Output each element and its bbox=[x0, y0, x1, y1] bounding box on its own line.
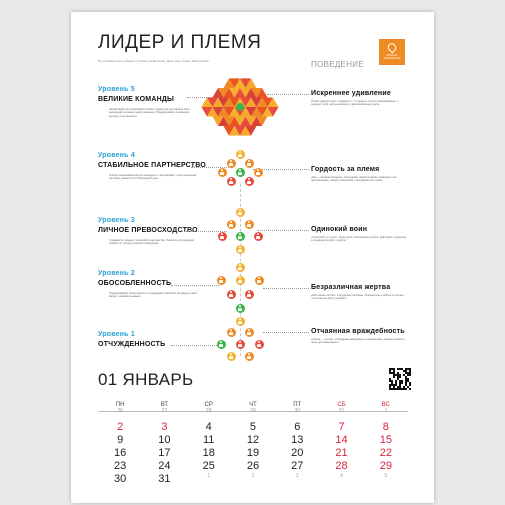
qr-module bbox=[397, 374, 399, 376]
qr-module bbox=[401, 368, 403, 370]
qr-code-icon bbox=[389, 368, 411, 390]
calendar-day: 8 bbox=[382, 421, 389, 433]
page-subtitle: По мотивам книги «Лидер и Племя» Дэйв Логан, Джон Кинг, Хэйли Фишер-Райт bbox=[98, 59, 210, 63]
logo-caption: MOSCOW ACCELERATOR bbox=[383, 55, 401, 60]
calendar-week bbox=[98, 421, 408, 434]
prev-month-day: 31 bbox=[338, 408, 345, 414]
qr-module bbox=[391, 368, 393, 370]
person-circle bbox=[227, 352, 236, 361]
behavior-5-title: Искреннее удивление bbox=[311, 90, 391, 97]
level-3-label: Уровень 3 bbox=[98, 217, 135, 224]
person-body-icon bbox=[247, 181, 251, 184]
prev-month-day: 1 bbox=[384, 408, 388, 414]
person-body-icon bbox=[238, 308, 242, 311]
month-title: 01 ЯНВАРЬ bbox=[98, 370, 194, 389]
person-circle bbox=[236, 245, 245, 254]
level-5-label: Уровень 5 bbox=[98, 86, 135, 93]
qr-module bbox=[401, 380, 403, 382]
qr-module bbox=[389, 384, 391, 386]
calendar-day: 26 bbox=[246, 460, 260, 472]
qr-module bbox=[399, 368, 401, 370]
person-circle bbox=[227, 328, 236, 337]
calendar-grid bbox=[98, 402, 408, 486]
qr-module bbox=[399, 376, 401, 378]
person-body-icon bbox=[238, 212, 242, 215]
level-5-desc: Задействуйте все возможности своих людей для достижения цели, выходящей за рамки одной компании. Поддерживайте племенную культуру и её ценности. bbox=[109, 108, 191, 118]
person-circle bbox=[227, 159, 236, 168]
calendar-day: 30 bbox=[114, 473, 127, 485]
calendar-day: 23 bbox=[114, 460, 127, 472]
person-body-icon bbox=[238, 321, 242, 324]
qr-module bbox=[403, 388, 405, 390]
qr-module bbox=[405, 368, 407, 370]
level-1-label: Уровень 1 bbox=[98, 331, 135, 338]
qr-module bbox=[393, 374, 395, 376]
behavior-heading: ПОВЕДЕНИЕ bbox=[311, 60, 364, 69]
calendar-day: 20 bbox=[291, 447, 304, 459]
qr-module bbox=[393, 386, 395, 388]
person-body-icon bbox=[219, 280, 223, 283]
qr-module bbox=[399, 380, 401, 382]
person-body-icon bbox=[247, 332, 251, 335]
qr-module bbox=[395, 388, 397, 390]
behavior-5-desc: Племя удивляет мир, создавая то, что раньше считали невозможным, и ощущает себя частью великого и вдохновляющего дела. bbox=[311, 100, 398, 107]
weekday-label: СР bbox=[204, 402, 213, 408]
person-body-icon bbox=[220, 172, 224, 175]
level-4-desc: Усильте взаимосвязи внутри команды и с партнёрами, строя отношения на общих ценностях и благородной цели. bbox=[109, 174, 197, 181]
calendar-day: 6 bbox=[294, 421, 301, 433]
calendar-day: 31 bbox=[158, 473, 171, 485]
calendar-day: 18 bbox=[202, 447, 215, 459]
qr-module bbox=[397, 386, 399, 388]
calendar-day: 15 bbox=[379, 434, 392, 446]
person-circle bbox=[254, 232, 263, 241]
calendar-day: 9 bbox=[117, 434, 124, 446]
person-body-icon bbox=[257, 280, 261, 283]
behavior-3-title: Одинокий воин bbox=[311, 226, 368, 233]
person-circle bbox=[254, 168, 263, 177]
qr-module bbox=[409, 368, 411, 370]
qr-module bbox=[393, 384, 395, 386]
calendar-day: 27 bbox=[291, 460, 304, 472]
qr-module bbox=[409, 374, 411, 376]
weekday-label: СБ bbox=[337, 402, 346, 408]
behavior-3-desc: «Я великий, а ты нет». Люди ценят собственные успехи, действуют в одиночку и соревнуются друг с другом. bbox=[311, 236, 407, 243]
person-body-icon bbox=[257, 344, 261, 347]
qr-module bbox=[389, 378, 391, 380]
calendar-day: 12 bbox=[246, 434, 260, 446]
qr-module bbox=[407, 368, 409, 370]
qr-module bbox=[395, 382, 397, 384]
person-body-icon bbox=[238, 154, 242, 157]
qr-module bbox=[397, 388, 399, 390]
calendar-day: 29 bbox=[379, 460, 392, 472]
qr-module bbox=[395, 374, 397, 376]
qr-module bbox=[397, 372, 399, 374]
calendar-day: 17 bbox=[158, 447, 171, 459]
next-month-day: 5 bbox=[384, 473, 388, 479]
qr-module bbox=[401, 382, 403, 384]
person-body-icon bbox=[247, 163, 251, 166]
calendar-day: 28 bbox=[335, 460, 348, 472]
qr-module bbox=[389, 370, 391, 372]
weekday-label: ПТ bbox=[293, 402, 302, 408]
qr-module bbox=[399, 386, 401, 388]
person-circle bbox=[236, 340, 245, 349]
person-circle bbox=[227, 220, 236, 229]
qr-module bbox=[403, 370, 405, 372]
calendar-day: 19 bbox=[246, 447, 260, 459]
connector-3-right bbox=[257, 230, 309, 231]
qr-module bbox=[409, 372, 411, 374]
person-body-icon bbox=[238, 280, 242, 283]
qr-module bbox=[407, 372, 409, 374]
qr-module bbox=[399, 388, 401, 390]
person-body-icon bbox=[256, 172, 260, 175]
qr-module bbox=[389, 368, 391, 370]
qr-module bbox=[399, 374, 401, 376]
person-circle bbox=[236, 276, 245, 285]
qr-module bbox=[405, 382, 407, 384]
person-circle bbox=[245, 290, 254, 299]
qr-module bbox=[399, 382, 401, 384]
person-circle bbox=[245, 220, 254, 229]
behavior-2-desc: «Моя жизнь отстой». Сотрудники пассивны, безразличны к работе и считают, что ничего не могут изменить. bbox=[311, 294, 405, 301]
next-month-day: 4 bbox=[340, 473, 343, 479]
person-body-icon bbox=[247, 294, 251, 297]
calendar-day: 11 bbox=[202, 434, 215, 446]
level-4-label: Уровень 4 bbox=[98, 152, 135, 159]
prev-month-day: 29 bbox=[250, 408, 256, 414]
qr-module bbox=[405, 380, 407, 382]
person-body-icon bbox=[229, 332, 233, 335]
behavior-4-desc: «Мы — великая команда». Сотрудники гордятся своим племенем и его достижениями, находят союзников и объединяются с ними. bbox=[311, 176, 397, 183]
level-3-name: ЛИЧНОЕ ПРЕВОСХОДСТВО bbox=[98, 227, 198, 234]
person-circle bbox=[236, 304, 245, 313]
qr-module bbox=[397, 378, 399, 380]
qr-module bbox=[393, 370, 395, 372]
qr-module bbox=[405, 370, 407, 372]
calendar-day: 5 bbox=[249, 421, 257, 433]
qr-module bbox=[395, 384, 397, 386]
qr-module bbox=[389, 386, 391, 388]
behavior-1-title: Отчаянная враждебность bbox=[311, 328, 405, 335]
qr-module bbox=[403, 386, 405, 388]
calendar-week bbox=[98, 460, 408, 473]
behavior-4-title: Гордость за племя bbox=[311, 166, 380, 173]
level-4-name: СТАБИЛЬНОЕ ПАРТНЕРСТВО bbox=[98, 162, 206, 169]
calendar-page bbox=[71, 12, 434, 503]
qr-module bbox=[409, 384, 411, 386]
person-body-icon bbox=[229, 163, 233, 166]
calendar-day: 22 bbox=[379, 447, 392, 459]
great-team-hexagon bbox=[71, 12, 434, 152]
level-5-name: ВЕЛИКИЕ КОМАНДЫ bbox=[98, 96, 175, 103]
person-circle bbox=[236, 208, 245, 217]
person-body-icon bbox=[229, 181, 233, 184]
person-body-icon bbox=[238, 344, 242, 347]
qr-module bbox=[389, 380, 391, 382]
person-body-icon bbox=[219, 344, 223, 347]
calendar-day: 14 bbox=[335, 434, 348, 446]
connector-2-left bbox=[171, 285, 219, 286]
calendar-rows bbox=[98, 421, 408, 486]
person-circle bbox=[236, 317, 245, 326]
qr-module bbox=[391, 382, 393, 384]
connector-1-left bbox=[171, 345, 219, 346]
person-circle bbox=[245, 177, 254, 186]
calendar-day: 3 bbox=[161, 421, 168, 433]
person-body-icon bbox=[238, 172, 242, 175]
qr-module bbox=[389, 388, 391, 390]
next-month-day: 1 bbox=[207, 473, 211, 479]
calendar-day: 13 bbox=[291, 434, 304, 446]
person-circle bbox=[245, 352, 254, 361]
qr-module bbox=[409, 382, 411, 384]
person-circle bbox=[255, 340, 264, 349]
calendar-day: 25 bbox=[202, 460, 215, 472]
qr-module bbox=[397, 368, 399, 370]
level-1-name: ОТЧУЖДЕННОСТЬ bbox=[98, 341, 166, 348]
qr-module bbox=[393, 368, 395, 370]
qr-module bbox=[407, 374, 409, 376]
next-month-day: 2 bbox=[251, 473, 255, 479]
person-circle bbox=[236, 232, 245, 241]
person-circle bbox=[218, 168, 227, 177]
person-circle bbox=[217, 276, 226, 285]
person-body-icon bbox=[247, 356, 251, 359]
calendar-day: 4 bbox=[205, 421, 212, 433]
qr-module bbox=[389, 372, 391, 374]
page-title: ЛИДЕР И ПЛЕМЯ bbox=[98, 32, 262, 53]
person-circle bbox=[245, 159, 254, 168]
person-body-icon bbox=[256, 236, 260, 239]
calendar-day: 7 bbox=[338, 421, 345, 433]
level-2-label: Уровень 2 bbox=[98, 270, 135, 277]
calendar-week bbox=[98, 434, 408, 447]
calendar-week bbox=[98, 473, 408, 486]
behavior-1-desc: «Жизнь — отстой». Сотрудники враждебны и недоверчивы, держатся вместе лишь для самозащиты. bbox=[311, 338, 405, 345]
person-body-icon bbox=[238, 267, 242, 270]
qr-module bbox=[393, 372, 395, 374]
person-body-icon bbox=[238, 249, 242, 252]
previous-month-row bbox=[98, 408, 408, 421]
leader-dot bbox=[236, 103, 244, 111]
person-circle bbox=[236, 168, 245, 177]
qr-module bbox=[403, 374, 405, 376]
qr-module bbox=[407, 378, 409, 380]
qr-module bbox=[397, 376, 399, 378]
next-month-day: 3 bbox=[295, 473, 299, 479]
calendar-day: 16 bbox=[114, 447, 127, 459]
person-circle bbox=[245, 328, 254, 337]
prev-month-day: 26 bbox=[117, 408, 123, 414]
qr-module bbox=[399, 384, 401, 386]
calendar-week bbox=[98, 447, 408, 460]
qr-module bbox=[407, 386, 409, 388]
qr-module bbox=[409, 388, 411, 390]
qr-module bbox=[405, 384, 407, 386]
qr-module bbox=[393, 388, 395, 390]
person-circle bbox=[236, 150, 245, 159]
qr-module bbox=[391, 384, 393, 386]
level-2-name: ОБОСОБЛЕННОСТЬ bbox=[98, 280, 172, 287]
connector-2-right bbox=[263, 288, 309, 289]
calendar-day: 10 bbox=[158, 434, 171, 446]
qr-module bbox=[405, 388, 407, 390]
qr-module bbox=[407, 380, 409, 382]
person-circle bbox=[218, 232, 227, 241]
person-circle bbox=[217, 340, 226, 349]
calendar-day: 2 bbox=[117, 421, 124, 433]
person-body-icon bbox=[220, 236, 224, 239]
calendar-day: 21 bbox=[335, 447, 348, 459]
calendar-day: 24 bbox=[158, 460, 171, 472]
weekday-label: ПН bbox=[115, 402, 125, 408]
behavior-2-title: Безразличная жертва bbox=[311, 284, 391, 291]
qr-module bbox=[405, 372, 407, 374]
qr-module bbox=[391, 380, 393, 382]
qr-module bbox=[409, 370, 411, 372]
level-2-desc: Поддерживайте проактивность сотрудников, помогайте им увидеть свой вклад и развивать навыки. bbox=[109, 292, 197, 299]
connector-1-right bbox=[263, 332, 309, 333]
prev-month-day: 30 bbox=[294, 408, 301, 414]
qr-module bbox=[395, 380, 397, 382]
qr-module bbox=[393, 376, 395, 378]
qr-module bbox=[391, 372, 393, 374]
person-circle bbox=[227, 290, 236, 299]
person-body-icon bbox=[229, 356, 233, 359]
qr-module bbox=[405, 376, 407, 378]
weekday-label: ВС bbox=[381, 402, 390, 408]
weekday-label: ЧТ bbox=[249, 402, 257, 408]
qr-module bbox=[405, 378, 407, 380]
person-body-icon bbox=[247, 224, 251, 227]
prev-month-day: 28 bbox=[205, 408, 212, 414]
qr-module bbox=[391, 388, 393, 390]
weekday-label: ВТ bbox=[160, 402, 169, 408]
person-body-icon bbox=[238, 236, 242, 239]
level-3-desc: Создавайте триады и поощряйте партнёрство. Помогите сотрудникам перейти от личных успехов к командным. bbox=[109, 239, 194, 246]
qr-module bbox=[401, 388, 403, 390]
person-circle bbox=[255, 276, 264, 285]
prev-month-day: 27 bbox=[161, 408, 168, 414]
person-body-icon bbox=[229, 294, 233, 297]
person-circle bbox=[227, 177, 236, 186]
person-circle bbox=[236, 263, 245, 272]
person-body-icon bbox=[229, 224, 233, 227]
